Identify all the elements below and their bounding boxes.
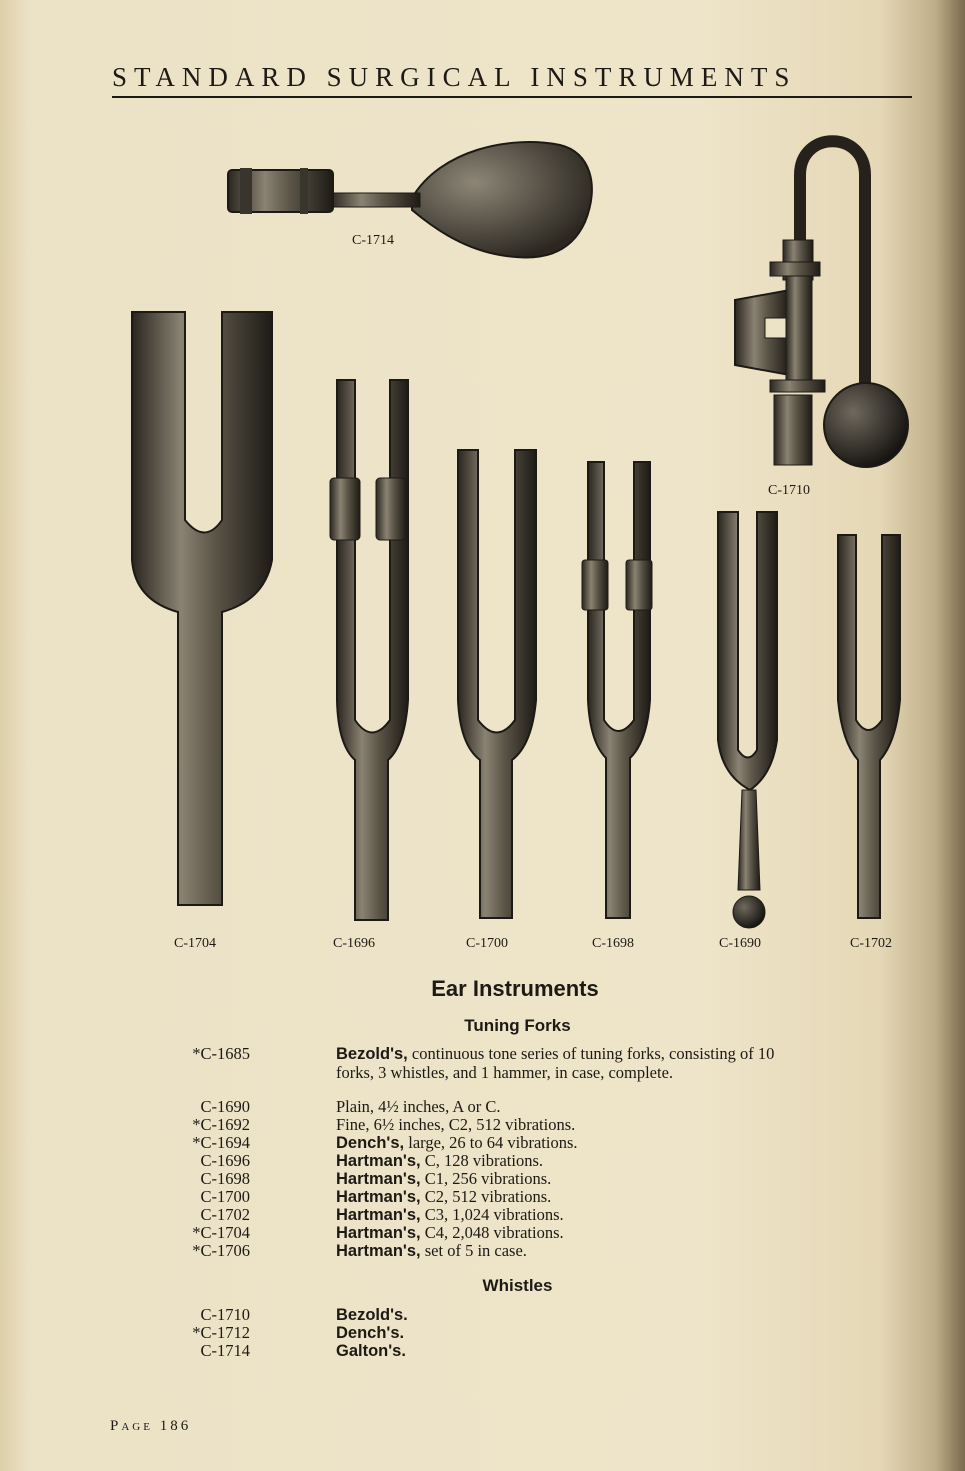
item-description: Fine, 6½ inches, C2, 512 vibrations. — [336, 1115, 576, 1134]
item-description: Plain, 4½ inches, A or C. — [336, 1097, 501, 1116]
catalog-number: C-1690 — [200, 1097, 250, 1116]
fork-c1696-figure — [330, 380, 408, 920]
item-description: large, 26 to 64 vibrations. — [404, 1133, 578, 1152]
item-name: Dench's. — [336, 1324, 405, 1342]
catalog-number: *C-1704 — [192, 1223, 250, 1242]
item-description: C1, 256 vibrations. — [420, 1169, 552, 1188]
item-description: set of 5 in case. — [420, 1241, 527, 1260]
catalog-number: *C-1685 — [192, 1044, 250, 1063]
section-title: Ear Instruments — [431, 976, 599, 1001]
catalog-number: *C-1706 — [192, 1241, 250, 1260]
figure-label-c1702: C-1702 — [850, 936, 892, 951]
fork-c1704-figure — [132, 312, 272, 905]
figure-label-c1704: C-1704 — [174, 936, 216, 951]
figure-label-c1690: C-1690 — [719, 936, 761, 951]
fork-c1702-figure — [838, 535, 900, 918]
tuning-forks-heading: Tuning Forks — [464, 1016, 571, 1035]
fork-c1690-figure — [718, 512, 777, 928]
figure-label-c1698: C-1698 — [592, 936, 634, 951]
figure-label-c1696: C-1696 — [333, 936, 375, 951]
item-name: Hartman's, — [336, 1206, 421, 1224]
catalog-number: C-1698 — [200, 1169, 250, 1188]
galton-whistle-figure — [228, 142, 592, 257]
catalog-number: *C-1694 — [192, 1133, 250, 1152]
figure-label-c1714: C-1714 — [352, 233, 394, 248]
item-name: Galton's. — [336, 1342, 406, 1360]
item-description: C4, 2,048 vibrations. — [420, 1223, 564, 1242]
item-name: Bezold's, — [336, 1045, 408, 1063]
item-name: Hartman's, — [336, 1224, 421, 1242]
whistles-heading: Whistles — [482, 1276, 553, 1295]
item-description: continuous tone series of tuning forks, consisting of 10 forks, 3 whistles, and 1 hammer, in case, complete. — [336, 1044, 775, 1082]
catalog-number: C-1714 — [200, 1341, 250, 1360]
page-number: Page 186 — [110, 1418, 192, 1434]
item-description: C3, 1,024 vibrations. — [420, 1205, 564, 1224]
figure-label-c1700: C-1700 — [466, 936, 508, 951]
catalog-number: *C-1712 — [192, 1323, 250, 1342]
fork-c1700-figure — [458, 450, 536, 918]
catalog-number: C-1696 — [200, 1151, 250, 1170]
item-name: Hartman's, — [336, 1170, 421, 1188]
catalog-number: C-1700 — [200, 1187, 250, 1206]
item-name: Dench's, — [336, 1134, 405, 1152]
running-head: STANDARD SURGICAL INSTRUMENTS — [112, 62, 797, 92]
catalog-number: C-1702 — [200, 1205, 250, 1224]
item-name: Hartman's, — [336, 1188, 421, 1206]
bezold-whistle-figure — [735, 141, 908, 467]
item-description: C2, 512 vibrations. — [420, 1187, 552, 1206]
item-description: C, 128 vibrations. — [420, 1151, 543, 1170]
item-name: Bezold's. — [336, 1306, 408, 1324]
item-name: Hartman's, — [336, 1152, 421, 1170]
item-name: Hartman's, — [336, 1242, 421, 1260]
catalog-number: *C-1692 — [192, 1115, 250, 1134]
fork-c1698-figure — [582, 462, 652, 918]
figure-label-c1710: C-1710 — [768, 483, 810, 498]
catalog-number: C-1710 — [200, 1305, 250, 1324]
